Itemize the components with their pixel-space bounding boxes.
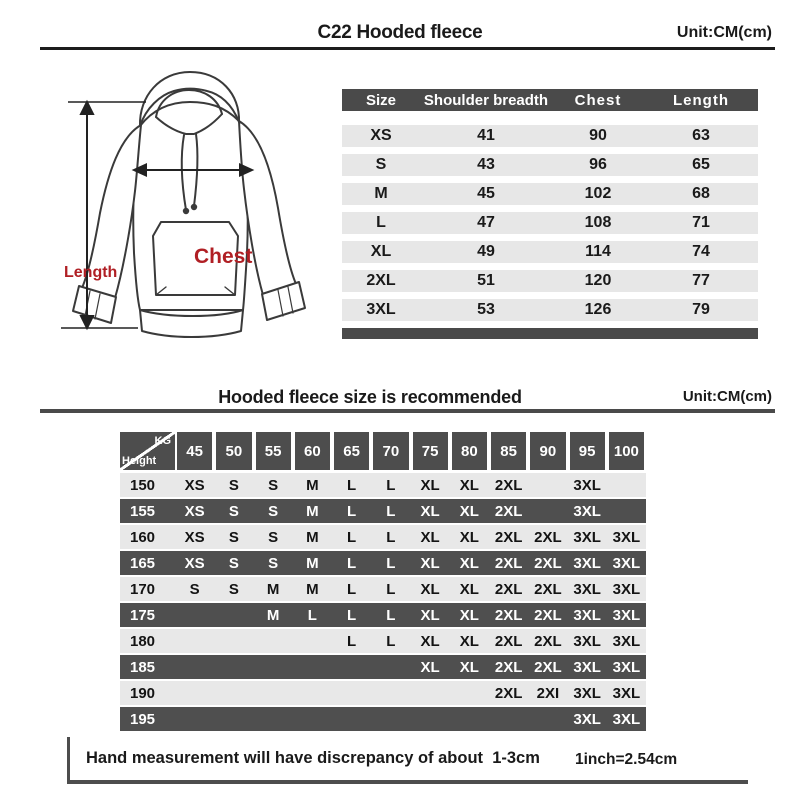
size-cell: S <box>268 554 279 572</box>
height-label: 155 <box>130 502 156 520</box>
size-table-cell: S <box>375 156 387 173</box>
height-label: 195 <box>130 710 156 728</box>
size-cell: XL <box>420 658 440 676</box>
size-cell: XS <box>184 476 205 494</box>
weight-header-80: 80 <box>452 432 487 470</box>
size-table-cell: 51 <box>477 272 495 289</box>
height-label: 160 <box>130 528 156 546</box>
size-cell: 2XL <box>534 554 562 572</box>
size-table-cell: 49 <box>477 243 495 260</box>
size-cell: L <box>347 476 357 494</box>
size-cell: 2XL <box>534 658 562 676</box>
recommend-table <box>120 432 646 733</box>
size-table-row <box>342 270 758 292</box>
size-cell: M <box>266 606 280 624</box>
size-cell: 3XL <box>573 476 601 494</box>
size-cell: 2XL <box>534 606 562 624</box>
size-cell: 3XL <box>612 684 641 702</box>
size-cell: XL <box>420 528 440 546</box>
size-table-cell: M <box>374 185 388 202</box>
size-cell: 2XL <box>494 606 523 624</box>
size-table-row <box>342 125 758 147</box>
size-table-cell: 3XL <box>366 301 396 318</box>
size-table-header-size: Size <box>365 91 396 109</box>
measurement-note: Hand measurement will have discrepancy of about 1-3cm <box>86 749 540 767</box>
recommend-table-header <box>120 432 646 470</box>
size-cell: S <box>189 580 200 598</box>
size-table-cell: 45 <box>477 185 495 202</box>
size-table-cell: 102 <box>584 185 612 202</box>
height-label: 185 <box>130 658 156 676</box>
size-table-header-length: Length <box>673 91 729 109</box>
size-cell: 3XL <box>612 710 641 728</box>
size-table-cell: 77 <box>692 272 710 289</box>
size-cell: M <box>306 528 319 546</box>
size-cell: XL <box>459 554 479 572</box>
size-cell: S <box>228 554 239 572</box>
kg-axis-label: KG <box>154 435 171 447</box>
weight-header-85: 85 <box>491 432 526 470</box>
size-cell: L <box>386 606 396 624</box>
weight-header-50: 50 <box>216 432 251 470</box>
top-divider <box>40 47 775 50</box>
size-table-row <box>342 299 758 321</box>
size-cell: XL <box>420 502 440 520</box>
size-cell: 3XL <box>612 580 641 598</box>
weight-header-60: 60 <box>295 432 330 470</box>
weight-header-100: 100 <box>609 432 644 470</box>
size-cell: 2XL <box>534 632 562 650</box>
size-table-row <box>342 183 758 205</box>
size-cell: XL <box>459 606 479 624</box>
size-cell: S <box>228 476 239 494</box>
size-cell: S <box>268 502 279 520</box>
size-cell: L <box>386 554 396 572</box>
size-table-cell: L <box>376 214 386 231</box>
recommend-row-155 <box>120 499 646 523</box>
size-table <box>342 89 758 339</box>
size-table-cell: 79 <box>692 301 710 318</box>
size-cell: XL <box>420 476 440 494</box>
size-cell: L <box>386 502 396 520</box>
size-cell: XL <box>420 606 440 624</box>
size-cell: 3XL <box>612 632 641 650</box>
size-table-cell: 96 <box>589 156 607 173</box>
size-cell: L <box>347 528 357 546</box>
size-cell: XL <box>459 476 479 494</box>
inch-conversion: 1inch=2.54cm <box>575 751 678 768</box>
size-cell: 3XL <box>573 658 601 676</box>
size-cell: 3XL <box>612 606 641 624</box>
size-cell: 3XL <box>573 554 601 572</box>
size-cell: M <box>306 476 319 494</box>
weight-header-45: 45 <box>177 432 212 470</box>
size-cell: L <box>347 554 357 572</box>
size-cell: XS <box>184 528 205 546</box>
hoodie-drawing <box>28 58 348 358</box>
size-cell: XL <box>420 554 440 572</box>
height-label: 180 <box>130 632 156 650</box>
recommendation-title: Hooded fleece size is recommended <box>218 387 522 407</box>
size-cell: M <box>266 580 280 598</box>
weight-header-55: 55 <box>256 432 291 470</box>
recommend-row-185 <box>120 655 646 679</box>
size-table-bottom-bar <box>342 328 758 339</box>
size-cell: 3XL <box>573 710 601 728</box>
height-label: 170 <box>130 580 156 598</box>
weight-header-75: 75 <box>413 432 448 470</box>
size-cell: 2XL <box>494 502 523 520</box>
size-table-row <box>342 241 758 263</box>
size-table-cell: 71 <box>692 214 710 231</box>
size-table-cell: 63 <box>692 127 710 144</box>
recommend-row-165 <box>120 551 646 575</box>
size-cell: 3XL <box>573 632 601 650</box>
size-cell: 2XL <box>494 658 523 676</box>
size-cell: 2XL <box>494 528 523 546</box>
size-cell: L <box>347 606 357 624</box>
size-cell: L <box>347 580 357 598</box>
size-cell: L <box>347 502 357 520</box>
size-table-row <box>342 212 758 234</box>
footer-note-box <box>67 737 748 784</box>
size-cell: 2XL <box>494 632 523 650</box>
page-title: C22 Hooded fleece <box>317 22 483 43</box>
recommend-row-190 <box>120 681 646 705</box>
size-cell: 2XL <box>534 580 562 598</box>
chest-label: Chest <box>194 245 253 268</box>
size-table-cell: 41 <box>477 127 495 144</box>
unit-label-top: Unit:CM(cm) <box>676 24 772 41</box>
size-table-cell: 47 <box>477 214 495 231</box>
size-table-cell: 65 <box>692 156 710 173</box>
size-cell: XL <box>459 502 479 520</box>
size-cell: 3XL <box>612 554 641 572</box>
size-cell: M <box>306 580 319 598</box>
size-table-cell: 68 <box>692 185 710 202</box>
size-cell: XL <box>459 580 479 598</box>
recommend-row-175 <box>120 603 646 627</box>
height-label: 175 <box>130 606 156 624</box>
size-cell: XS <box>184 554 205 572</box>
size-cell: XL <box>459 528 479 546</box>
recommend-row-170 <box>120 577 646 601</box>
size-cell: XL <box>420 632 440 650</box>
size-cell: M <box>306 502 319 520</box>
size-cell: S <box>268 528 279 546</box>
size-cell: S <box>228 502 239 520</box>
size-cell: L <box>386 476 396 494</box>
size-cell: 3XL <box>573 528 601 546</box>
size-cell: 2XL <box>494 580 523 598</box>
size-table-cell: 114 <box>585 243 611 260</box>
weight-header-90: 90 <box>530 432 565 470</box>
size-cell: L <box>347 632 357 650</box>
size-cell: L <box>386 632 396 650</box>
size-cell: L <box>386 580 396 598</box>
size-cell: 3XL <box>612 528 641 546</box>
size-table-header-chest: Chest <box>574 91 622 109</box>
size-cell: M <box>306 554 319 572</box>
size-cell: XL <box>420 580 440 598</box>
hoodie-diagram <box>28 58 348 358</box>
size-cell: 3XL <box>573 502 601 520</box>
recommend-row-160 <box>120 525 646 549</box>
size-cell: XL <box>459 632 479 650</box>
size-table-header <box>342 89 758 111</box>
hoodie-hem <box>140 310 243 337</box>
height-axis-label: Height <box>122 455 157 467</box>
size-table-row <box>342 154 758 176</box>
size-cell: 2XL <box>534 528 562 546</box>
recommend-row-180 <box>120 629 646 653</box>
size-table-cell: 43 <box>477 156 495 173</box>
size-cell: XS <box>184 502 205 520</box>
size-table-cell: 2XL <box>366 272 396 289</box>
size-table-header-shoulder-breadth: Shoulder breadth <box>423 91 549 109</box>
size-cell: 2XL <box>494 684 523 702</box>
size-cell: 2XL <box>494 476 523 494</box>
size-cell: S <box>228 580 239 598</box>
weight-header-70: 70 <box>373 432 408 470</box>
size-table-cell: 120 <box>584 272 612 289</box>
size-cell: L <box>307 606 317 624</box>
size-cell: S <box>228 528 239 546</box>
size-cell: L <box>386 528 396 546</box>
size-cell: 2XI <box>536 684 560 702</box>
height-label: 165 <box>130 554 156 572</box>
length-label: Length <box>64 264 118 281</box>
size-cell: 3XL <box>573 580 601 598</box>
size-cell: 2XL <box>494 554 523 572</box>
weight-header-95: 95 <box>570 432 605 470</box>
size-table-cell: 108 <box>584 214 612 231</box>
size-table-cell: 53 <box>477 301 495 318</box>
size-cell: 3XL <box>573 684 601 702</box>
size-cell: 3XL <box>573 606 601 624</box>
recommend-row-150 <box>120 473 646 497</box>
size-table-cell: 126 <box>584 301 612 318</box>
size-cell: 3XL <box>612 658 641 676</box>
size-table-cell: XL <box>370 243 392 260</box>
size-table-cell: 74 <box>692 243 710 260</box>
size-cell: XL <box>459 658 479 676</box>
size-table-cell: 90 <box>589 127 607 144</box>
weight-header-65: 65 <box>334 432 369 470</box>
corner-cell <box>120 432 175 470</box>
height-label: 150 <box>130 476 156 494</box>
size-table-cell: XS <box>370 127 392 144</box>
size-cell: S <box>268 476 279 494</box>
middle-divider <box>40 409 775 413</box>
recommend-row-195 <box>120 707 646 731</box>
unit-label-middle: Unit:CM(cm) <box>682 388 772 405</box>
height-label: 190 <box>130 684 156 702</box>
